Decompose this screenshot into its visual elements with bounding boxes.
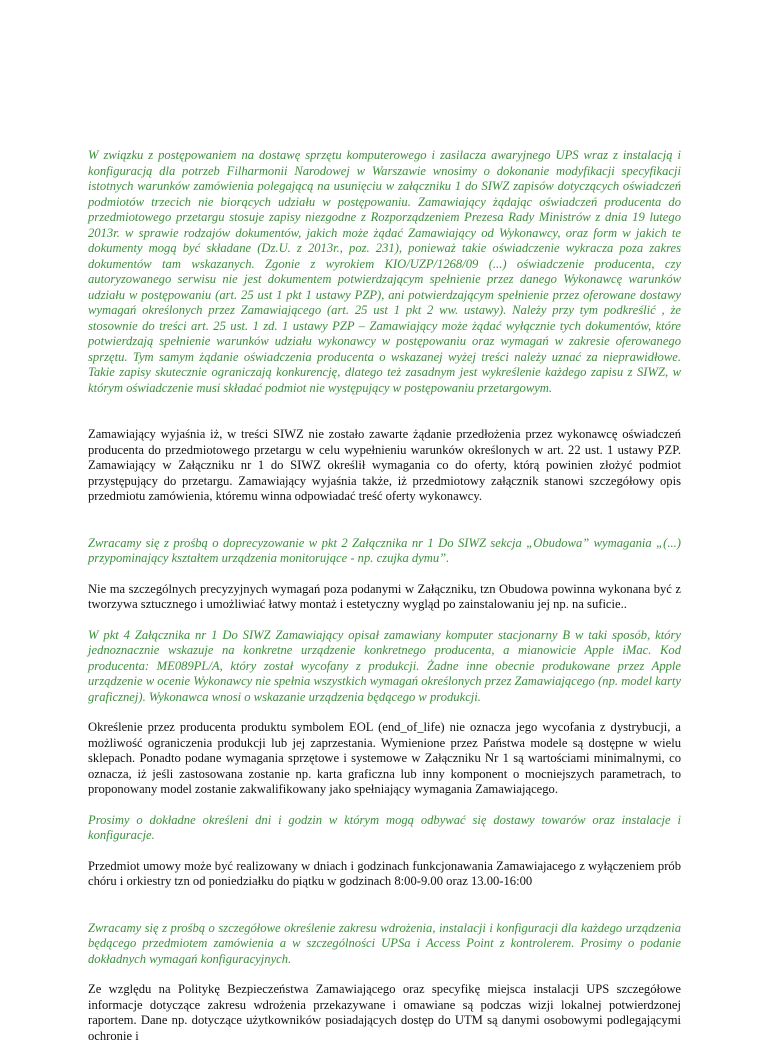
spacer xyxy=(88,613,681,628)
question-2: Zwracamy się z prośbą o doprecyzowanie w pkt 2 Załącznika nr 1 Do SIWZ sekcja „Obudowa” wymagania „(...) przypominający kształtem urządzenia monitorujące - np. czujka dymu”. xyxy=(88,535,681,565)
spacer xyxy=(88,396,681,427)
spacer xyxy=(88,890,681,921)
question-5: Zwracamy się z prośbą o szczegółowe określenie zakresu wdrożenia, instalacji i konfiguracji dla każdego urządzenia będącego przedmiotem zamówienia a w szczególności UPSa i Access Point z kontrolerem. Prosimy o podanie dokładnych wymagań konfiguracyjnych. xyxy=(88,920,681,966)
answer-2: Nie ma szczególnych precyzyjnych wymagań poza podanymi w Załączniku, tzn Obudowa powinna wykonana być z tworzywa sztucznego i umożliwiać łatwy montaż i estetyczny wygląd po zainstalowaniu jej np. na suficie.. xyxy=(88,581,681,611)
question-1: W związku z postępowaniem na dostawę sprzętu komputerowego i zasilacza awaryjnego UPS wraz z instalacją i konfiguracją dla potrzeb Filharmonii Narodowej w Warszawie wnosimy o dokonanie modyfikacji specyfikacji istotnych warunków zamówienia polegającą na usunięciu w załączniku 1 do SIWZ zapisów dotyczących oświadczeń podmiotów trzecich nie biorących udziału w postępowaniu. Zamawiający żądając oświadczeń producenta do przedmiotowego przetargu stosuje zapisy niezgodne z Rozporządzeniem Prezesa Rady Ministrów z dnia 19 lutego 2013r. w sprawie rodzajów dokumentów, jakich może żądać Zamawiający od Wykonawcy, oraz form w jakich te dokumenty mogą być składane (Dz.U. z 2013r., poz. 231), ponieważ takie oświadczenie wykracza poza zakres dokumentów tam wskazanych. Zgonie z wyrokiem KIO/UZP/1268/09 (...) oświadczenie producenta, czy autoryzowanego serwisu nie jest dokumentem potwierdzającym spełnienie przez danego Wykonawcę warunków udziału w postępowaniu (art. 25 ust 1 pkt 1 ustawy PZP), ani potwierdzającym spełnienie przez oferowane dostawy wymagań określonych przez Zamawiającego (art. 25 ust 1 pkt 2 ww. ustawy). Należy przy tym podkreślić , że stosownie do treści art. 25 ust. 1 zd. 1 ustawy PZP – Zamawiający może żądać wyłącznie tych dokumentów, które potwierdzają spełnienie warunków udziału wykonawcy w postępowaniu oraz wymagań w zakresie oferowanego sprzętu. Tym samym żądanie oświadczenia producenta o wskazanej wyżej treści należy uznać za nieprawidłowe. Takie zapisy skutecznie ograniczają konkurencję, dlatego też zasadnym jest wykreślenie każdego zapisu z SIWZ, w którym oświadczenie musi składać podmiot nie występujący w postępowaniu przetargowym. xyxy=(88,148,681,395)
spacer xyxy=(88,705,681,720)
spacer xyxy=(88,505,681,536)
question-3: W pkt 4 Załącznika nr 1 Do SIWZ Zamawiający opisał zamawiany komputer stacjonarny B w taki sposób, który jednoznacznie wskazuje na konkretne urządzenie konkretnego producenta, a mianowicie Apple iMac. Kod producenta: ME089PL/A, który został wycofany z produkcji. Żadne inne obecnie produkowane przez Apple urządzenie w ocenie Wykonawcy nie spełnia wszystkich wymagań określonych przez Zamawiającego (np. model karty graficznej). Wykonawca wnosi o wskazanie urządzenia będącego w produkcji. xyxy=(88,627,681,704)
question-4: Prosimy o dokładne określeni dni i godzin w którym mogą odbywać się dostawy towarów oraz instalacje i konfiguracje. xyxy=(88,812,681,842)
answer-3: Określenie przez producenta produktu symbolem EOL (end_of_life) nie oznacza jego wycofania z dystrybucji, a możliwość ograniczenia produkcji lub jej zaprzestania. Wymienione przez Państwa modele są dostępne w wielu sklepach. Ponadto podane wymagania sprzętowe i systemowe w Załączniku Nr 1 są wartościami minimalnymi, co oznacza, iż jeśli zastosowana zostanie np. karta graficzna lub inny komponent o mocniejszych parametrach, to proponowany model zostanie zakwalifikowany jako spełniający wymagania Zamawiającego. xyxy=(88,720,681,796)
answer-4: Przedmiot umowy może być realizowany w dniach i godzinach funkcjonawania Zamawiajacego z wyłączeniem prób chóru i orkiestry tzn od poniedziałku do piątku w godzinach 8:00-9.00 oraz 13.00-16:00 xyxy=(88,858,681,888)
spacer xyxy=(88,844,681,859)
answer-5: Ze względu na Politykę Bezpieczeństwa Zamawiającego oraz specyfikę miejsca instalacji UPS szczegółowe informacje dotyczące zakresu wdrożenia przekazywane i omawiane są podczas wizji lokalnej potwierdzonej raportem. Dane np. dotyczące użytkowników posiadających dostęp do UTM są danymi osobowymi podlegającymi ochronie i xyxy=(88,982,681,1043)
spacer xyxy=(88,798,681,813)
spacer xyxy=(88,567,681,582)
document-body xyxy=(88,148,681,1044)
spacer xyxy=(88,967,681,982)
answer-1: Zamawiający wyjaśnia iż, w treści SIWZ nie zostało zawarte żądanie przedłożenia przez wykonawcę oświadczeń producenta do przedmiotowego przetargu w celu wypełnieniu warunków określonych w art. 22 ust. 1 ustawy PZP. Zamawiający w Załączniku nr 1 do SIWZ określił wymagania co do oferty, którą powinien złożyć podmiot przystępujący do przetargu. Zamawiający wyjaśnia także, iż przedmiotowy załącznik stanowi szczegółowy opis przedmiotu zamówienia, któremu winna odpowiadać treść oferty wykonawcy. xyxy=(88,427,681,503)
